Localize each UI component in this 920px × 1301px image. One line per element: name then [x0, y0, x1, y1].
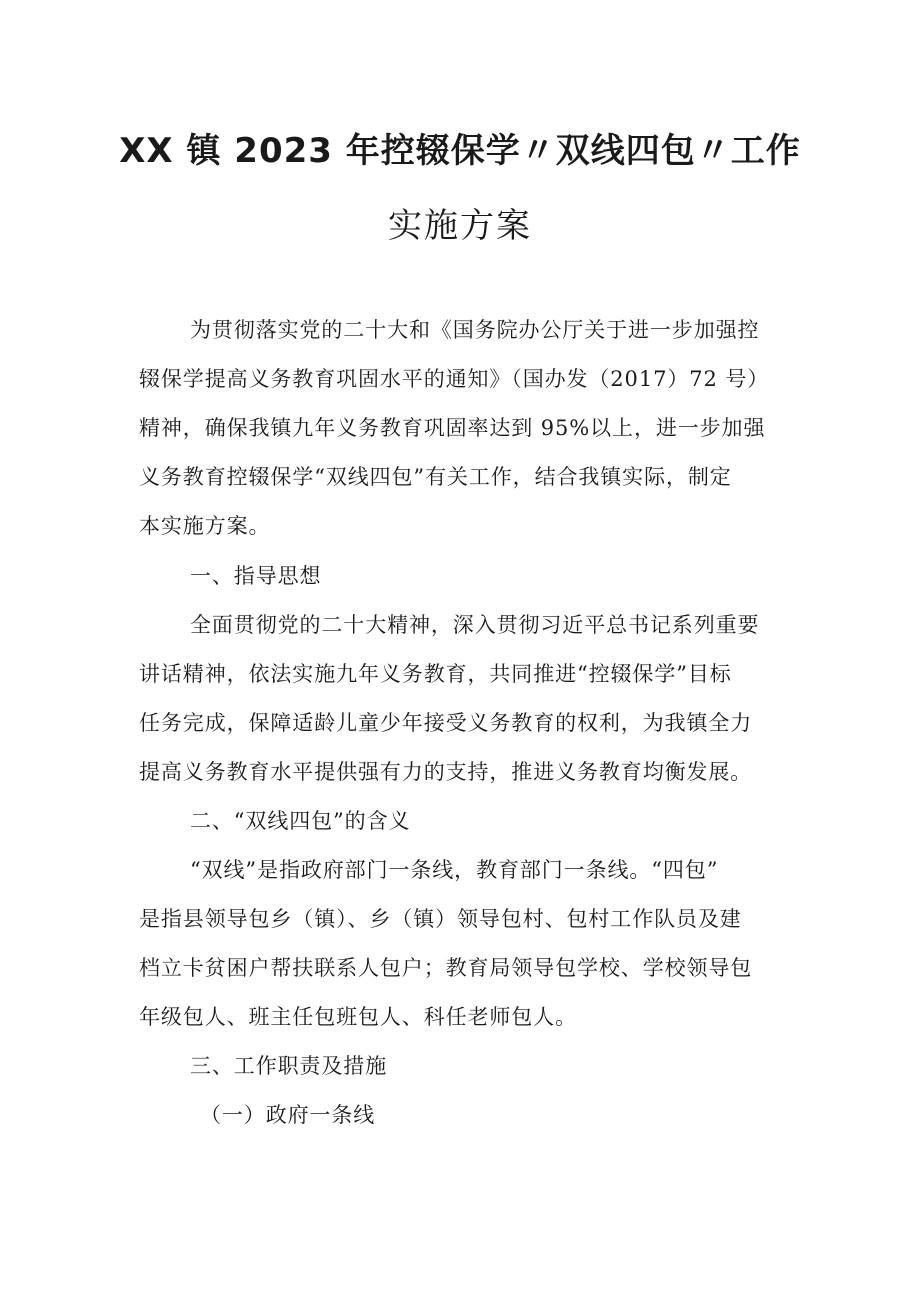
document-title-line-2: 实施方案	[388, 206, 532, 246]
paragraph-meaning-line-3: 档立卡贫困户帮扶联系人包户；教育局领导包学校、学校领导包	[139, 956, 753, 980]
paragraph-intro-line-3: 精神，确保我镇九年义务教育巩固率达到 95%以上，进一步加强	[139, 416, 766, 440]
paragraph-intro-line-4: 义务教育控辍保学“双线四包”有关工作，结合我镇实际，制定	[139, 465, 732, 489]
paragraph-meaning-line-2: 是指县领导包乡（镇）、乡（镇）领导包村、包村工作队员及建	[139, 907, 742, 931]
paragraph-intro-line-1: 为贯彻落实党的二十大和《国务院办公厅关于进一步加强控	[190, 318, 760, 342]
section-heading-duties: 三、工作职责及措施	[190, 1054, 388, 1078]
paragraph-guiding-line-1: 全面贯彻党的二十大精神，深入贯彻习近平总书记系列重要	[190, 613, 760, 637]
section-heading-meaning: 二、“双线四包”的含义	[190, 809, 411, 833]
paragraph-guiding-line-3: 任务完成，保障适龄儿童少年接受义务教育的权利，为我镇全力	[139, 711, 753, 735]
paragraph-meaning-line-4: 年级包人、班主任包班包人、科任老师包人。	[139, 1005, 577, 1029]
paragraph-meaning-line-1: “双线”是指政府部门一条线，教育部门一条线。“四包”	[190, 858, 719, 882]
document-title-line-1: XX 镇 2023 年控辍保学〃双线四包〃工作	[119, 131, 801, 171]
paragraph-guiding-line-4: 提高义务教育水平提供强有力的支持，推进义务教育均衡发展。	[139, 760, 753, 784]
paragraph-intro-line-5: 本实施方案。	[139, 514, 271, 538]
paragraph-intro-line-2: 辍保学提高义务教育巩固水平的通知》（国办发（2017）72 号）	[139, 367, 770, 391]
paragraph-guiding-line-2: 讲话精神，依法实施九年义务教育，共同推进“控辍保学”目标	[139, 662, 732, 686]
section-heading-guiding-ideology: 一、指导思想	[190, 564, 322, 588]
subsection-heading-government-line: （一）政府一条线	[200, 1103, 376, 1127]
